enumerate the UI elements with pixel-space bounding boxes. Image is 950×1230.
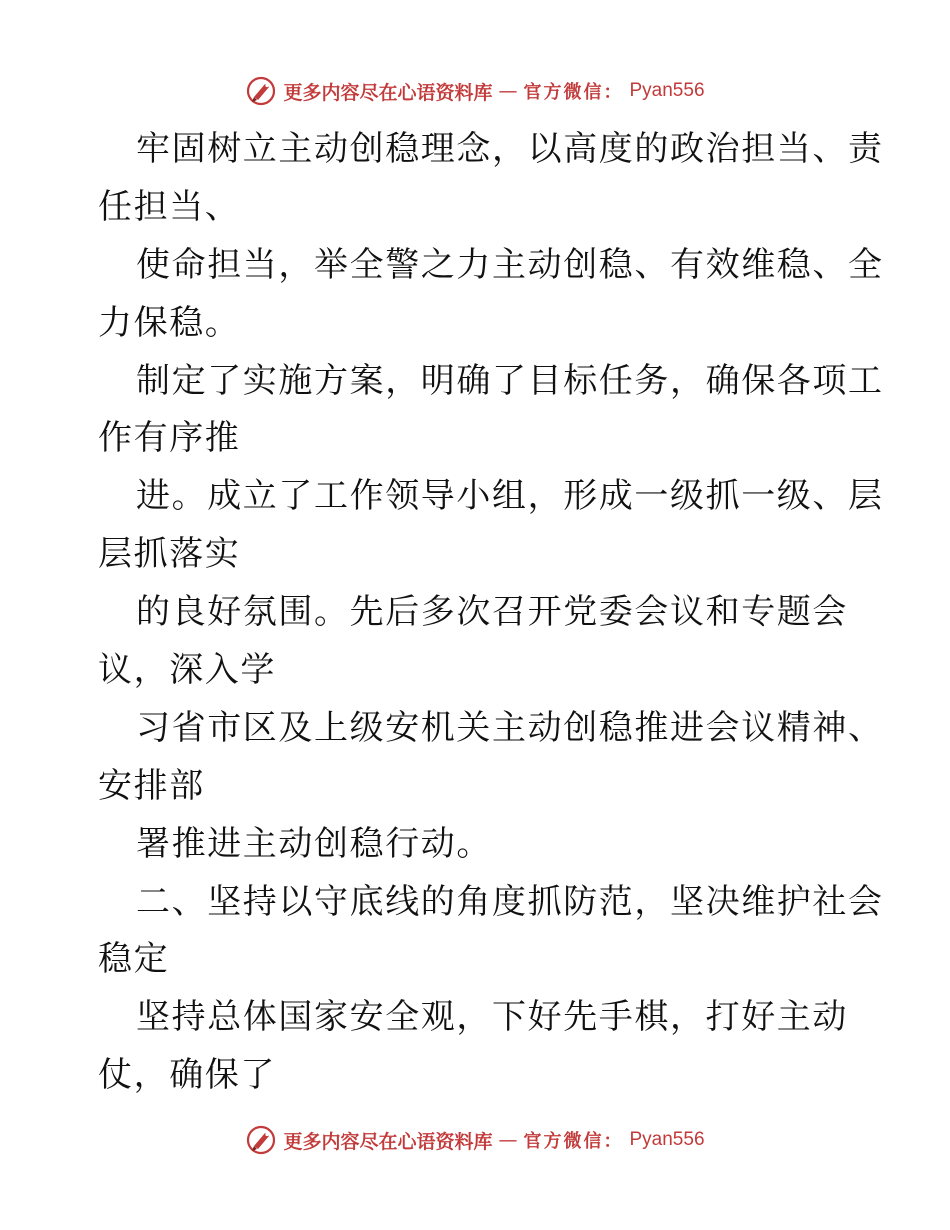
- pen-logo-icon: [245, 75, 277, 107]
- pen-logo-icon: [245, 1124, 277, 1156]
- text-line: 仗，确保了: [98, 1055, 276, 1096]
- text-line: 二、坚持以守底线的角度抓防范，坚决维护社会: [136, 881, 884, 922]
- text-line: 力保稳。: [98, 302, 241, 343]
- text-line: 使命担当，举全警之力主动创稳、有效维稳、全: [136, 244, 884, 285]
- watermark-id: Pyan556: [629, 80, 705, 101]
- text-line: 的良好氛围。先后多次召开党委会议和专题会: [136, 592, 848, 633]
- watermark-label: 官方微信：: [523, 82, 624, 103]
- page-footer-watermark: [0, 1121, 950, 1159]
- text-line: 制定了实施方案，明确了目标任务，确保各项工: [136, 360, 884, 401]
- watermark-text: 更多内容尽在心语资料库: [283, 1130, 493, 1153]
- text-line: 稳定: [98, 939, 170, 980]
- watermark-label: 官方微信：: [523, 1131, 624, 1152]
- watermark-dash: —: [498, 1129, 518, 1151]
- document-body: [98, 121, 884, 1105]
- text-line: 坚持总体国家安全观，下好先手棋，打好主动: [136, 997, 848, 1038]
- watermark-text: 更多内容尽在心语资料库: [283, 81, 493, 104]
- watermark-dash: —: [498, 80, 518, 102]
- text-line: 任担当、: [98, 186, 241, 227]
- page-header-watermark: [0, 72, 950, 110]
- text-line: 牢固树立主动创稳理念，以高度的政治担当、责: [136, 129, 884, 169]
- text-line: 议，深入学: [98, 650, 276, 691]
- text-line: 层抓落实: [98, 534, 241, 575]
- text-line: 署推进主动创稳行动。: [136, 823, 492, 864]
- text-line: 习省市区及上级安机关主动创稳推进会议精神、: [136, 707, 884, 748]
- text-line: 作有序推: [98, 418, 241, 459]
- text-line: 安排部: [98, 765, 205, 806]
- text-line: 进。成立了工作领导小组，形成一级抓一级、层: [136, 476, 884, 517]
- watermark-id: Pyan556: [629, 1129, 705, 1150]
